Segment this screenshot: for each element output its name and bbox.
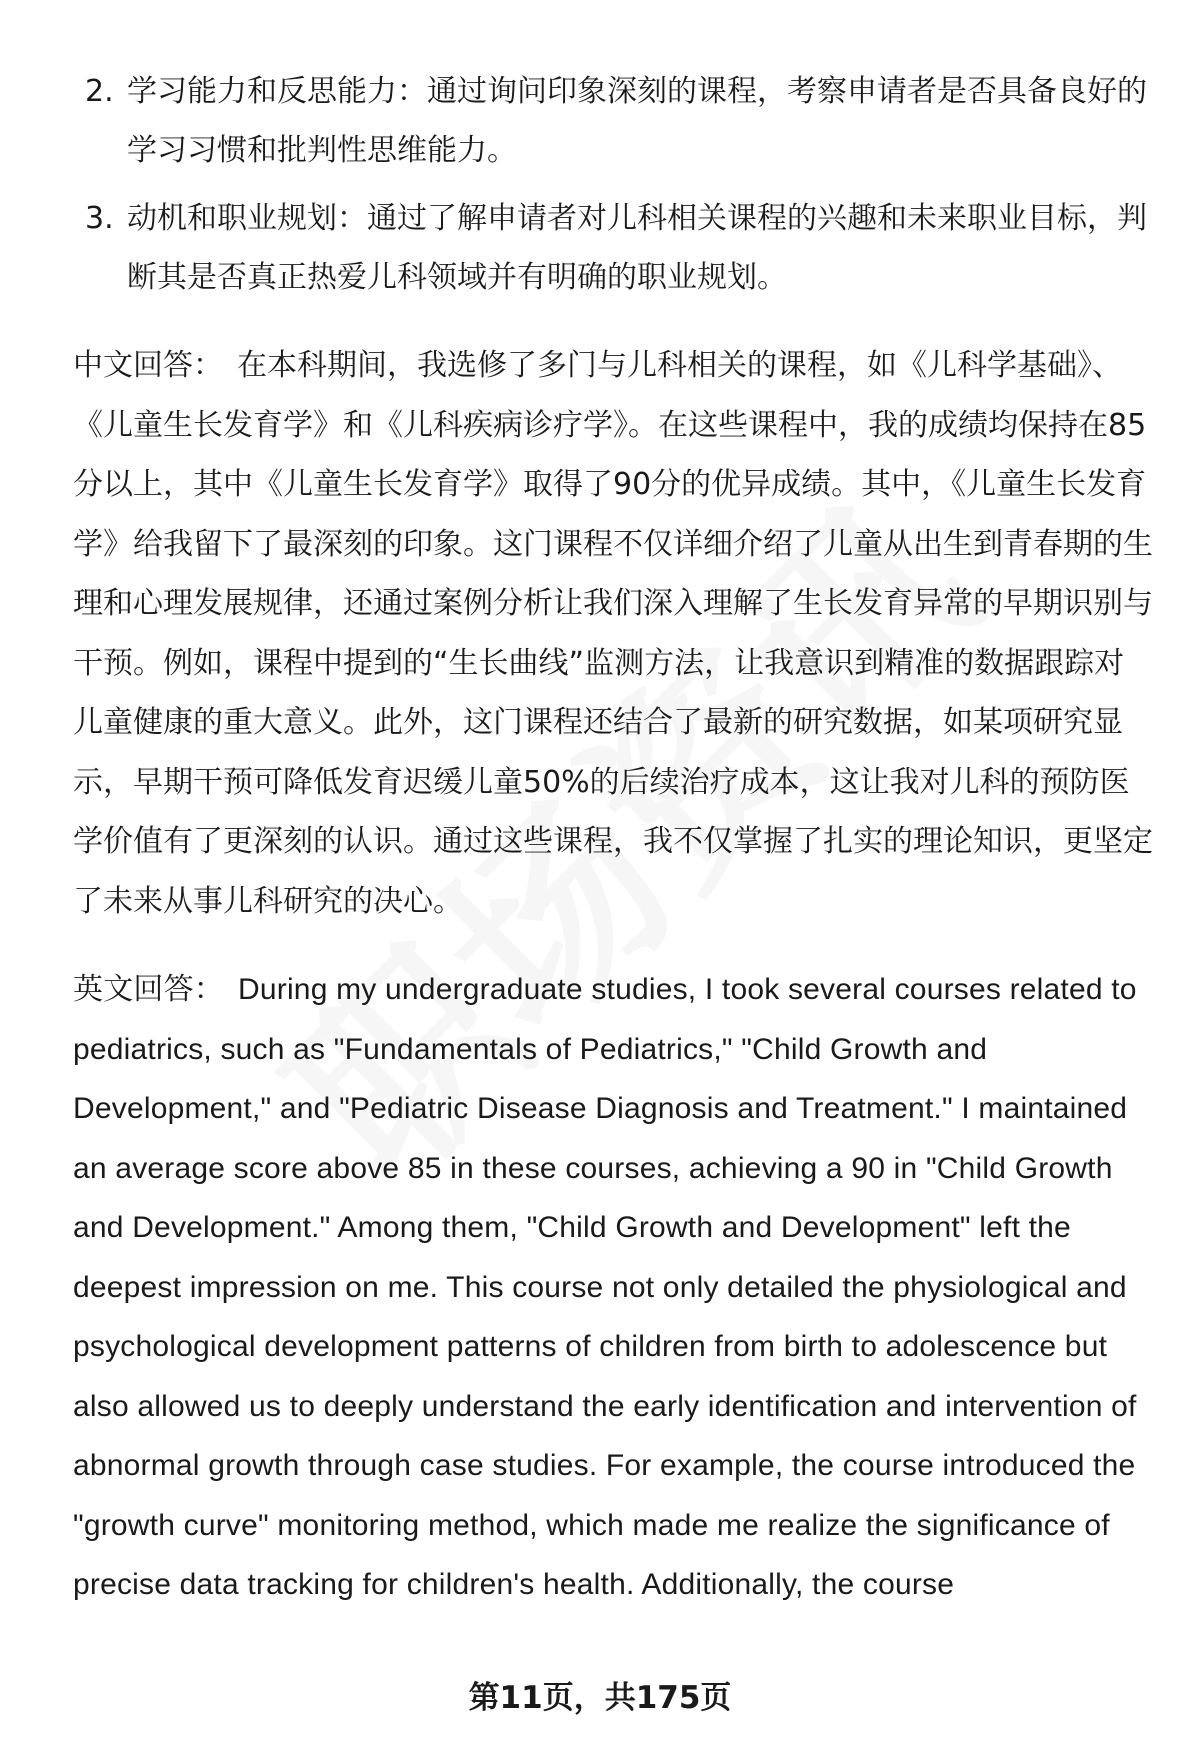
page-number-footer: 第11页，共175页 <box>468 1680 732 1716</box>
chinese-answer-paragraph <box>73 336 1153 931</box>
list-item-text: 动机和职业规划：通过了解申请者对儿科相关课程的兴趣和未来职业目标，判断其是否真正热爱儿科领域并有明确的职业规划。 <box>127 201 1147 295</box>
list-item-number: 2. <box>85 74 114 109</box>
criteria-list <box>73 62 1153 307</box>
list-item <box>73 62 1153 180</box>
chinese-answer-label: 中文回答： <box>73 348 223 383</box>
list-item <box>73 189 1153 307</box>
list-item-number: 3. <box>85 201 114 236</box>
english-answer-text: During my undergraduate studies, I took several courses related to pediatrics, such as "Fundamentals of Pediatrics," "Child Growth and Development," and "Pediatric Disease Diagnosis and Treatment." I maintained an average score above 85 in these courses, achieving a 90 in "Child Growth and Development." Among them, "Child Growth and Development" left the deepest impression on me. This course not only detailed the physiological and psychological development patterns of children from birth to adolescence but also allowed us to deeply understand the early identification and intervention of abnormal growth through case studies. For example, the course introduced the "growth curve" monitoring method, which made me realize the significance of precise data tracking for children's health. Additionally, the course <box>73 973 1137 1601</box>
english-answer-label: 英文回答： <box>73 972 224 1007</box>
document-page <box>73 62 1153 1615</box>
chinese-answer-text: 在本科期间，我选修了多门与儿科相关的课程，如《儿科学基础》、《儿童生长发育学》和《儿科疾病诊疗学》。在这些课程中，我的成绩均保持在85分以上，其中《儿童生长发育学》取得了90分的优异成绩。其中，《儿童生长发育学》给我留下了最深刻的印象。这门课程不仅详细介绍了儿童从出生到青春期的生理和心理发展规律，还通过案例分析让我们深入理解了生长发育异常的早期识别与干预。例如，课程中提到的“生长曲线”监测方法，让我意识到精准的数据跟踪对儿童健康的重大意义。此外，这门课程还结合了最新的研究数据，如某项研究显示，早期干预可降低发育迟缓儿童50%的后续治疗成本，这让我对儿科的预防医学价值有了更深刻的认识。通过这些课程，我不仅掌握了扎实的理论知识，更坚定了未来从事儿科研究的决心。 <box>73 348 1153 919</box>
list-item-text: 学习能力和反思能力：通过询问印象深刻的课程，考察申请者是否具备良好的学习习惯和批判性思维能力。 <box>127 74 1147 168</box>
english-answer-paragraph <box>73 960 1153 1615</box>
